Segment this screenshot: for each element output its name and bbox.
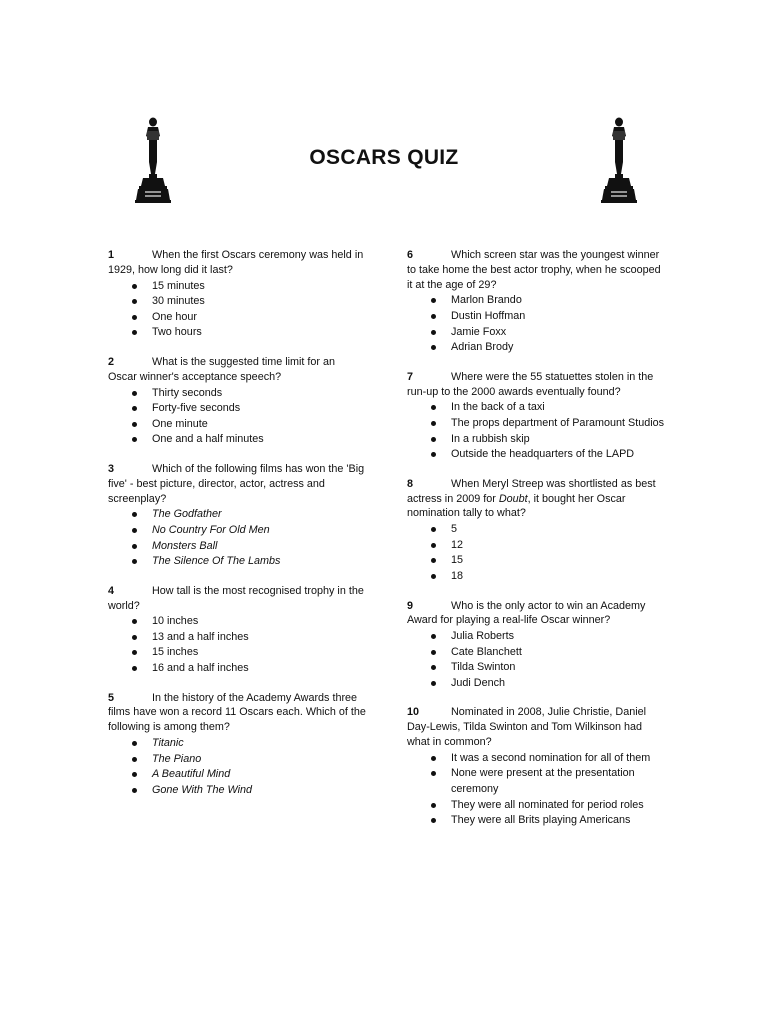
answer-option-label: Cate Blanchett bbox=[451, 645, 522, 658]
quiz-column-left bbox=[108, 248, 366, 812]
answer-option-label: Adrian Brody bbox=[451, 341, 514, 354]
answer-option bbox=[407, 400, 665, 416]
answer-option-label: Outside the headquarters of the LAPD bbox=[451, 448, 635, 461]
bullet-icon bbox=[431, 803, 436, 808]
bullet-icon bbox=[431, 527, 436, 532]
bullet-icon bbox=[431, 665, 436, 670]
question-text bbox=[108, 248, 366, 278]
answer-option bbox=[407, 447, 665, 463]
answer-option bbox=[407, 416, 665, 432]
question-number: 2 bbox=[108, 355, 115, 368]
answer-option bbox=[108, 645, 366, 661]
question-body: When the first Oscars ceremony was held in 1929, how long did it last? bbox=[108, 249, 364, 276]
bullet-icon bbox=[132, 284, 137, 289]
question-number: 4 bbox=[108, 584, 115, 597]
answer-option-label: Tilda Swinton bbox=[451, 661, 516, 674]
answer-option bbox=[407, 676, 665, 692]
quiz-column-right bbox=[407, 248, 665, 843]
answer-option-label: 13 and a half inches bbox=[152, 630, 249, 643]
question-body: Which of the following films has won the 'Big five' - best picture, director, actor, actress and screenplay? bbox=[108, 462, 365, 505]
answer-option-label: 10 inches bbox=[152, 615, 199, 628]
bullet-icon bbox=[431, 421, 436, 426]
bullet-icon bbox=[132, 315, 137, 320]
quiz-question bbox=[108, 355, 366, 448]
quiz-question bbox=[108, 248, 366, 341]
answer-option-label: Judi Dench bbox=[451, 676, 506, 689]
bullet-icon bbox=[132, 650, 137, 655]
answer-option bbox=[407, 538, 665, 554]
answer-option bbox=[407, 569, 665, 585]
answer-option bbox=[407, 522, 665, 538]
answer-option-label: 5 bbox=[451, 523, 458, 536]
answer-option-label: A Beautiful Mind bbox=[152, 768, 231, 781]
answer-option bbox=[407, 660, 665, 676]
quiz-question bbox=[407, 370, 665, 463]
answer-option-label: None were present at the presentation ceremony bbox=[451, 767, 635, 796]
answer-option-label: 15 bbox=[451, 554, 464, 567]
bullet-icon bbox=[132, 741, 137, 746]
answer-option bbox=[407, 751, 665, 767]
bullet-icon bbox=[431, 650, 436, 655]
answer-option bbox=[108, 325, 366, 341]
bullet-icon bbox=[431, 771, 436, 776]
answer-option-label: In the back of a taxi bbox=[451, 401, 545, 414]
quiz-question bbox=[108, 462, 366, 570]
bullet-icon bbox=[132, 788, 137, 793]
bullet-icon bbox=[431, 681, 436, 686]
bullet-icon bbox=[132, 559, 137, 564]
question-text bbox=[108, 462, 366, 506]
answer-option-label: It was a second nomination for all of them bbox=[451, 751, 651, 764]
answer-option-label: 15 inches bbox=[152, 646, 199, 659]
bullet-icon bbox=[431, 452, 436, 457]
question-text bbox=[108, 355, 366, 385]
answer-option bbox=[407, 766, 665, 797]
question-text bbox=[407, 477, 665, 521]
answer-option bbox=[108, 294, 366, 310]
answer-option bbox=[108, 432, 366, 448]
answer-option-label: 30 minutes bbox=[152, 295, 205, 308]
bullet-icon bbox=[431, 818, 436, 823]
answer-option-label: Two hours bbox=[152, 326, 202, 339]
bullet-icon bbox=[431, 437, 436, 442]
question-text bbox=[407, 599, 665, 629]
question-body: Doubt bbox=[498, 492, 528, 505]
bullet-icon bbox=[132, 757, 137, 762]
answer-option bbox=[407, 293, 665, 309]
bullet-icon bbox=[431, 574, 436, 579]
quiz-question bbox=[407, 248, 665, 356]
answer-option bbox=[108, 539, 366, 555]
answer-option-label: One and a half minutes bbox=[152, 433, 264, 446]
answer-option bbox=[108, 523, 366, 539]
answer-options bbox=[407, 629, 665, 691]
bullet-icon bbox=[431, 330, 436, 335]
answer-option bbox=[407, 309, 665, 325]
bullet-icon bbox=[132, 299, 137, 304]
bullet-icon bbox=[132, 528, 137, 533]
bullet-icon bbox=[132, 619, 137, 624]
question-number: 5 bbox=[108, 691, 115, 704]
answer-option bbox=[407, 340, 665, 356]
question-text bbox=[407, 370, 665, 400]
answer-options bbox=[108, 614, 366, 676]
question-body: Where were the 55 statuettes stolen in the run-up to the 2000 awards eventually found? bbox=[407, 370, 654, 398]
bullet-icon bbox=[132, 772, 137, 777]
answer-option-label: Jamie Foxx bbox=[451, 325, 507, 338]
answer-option bbox=[407, 813, 665, 829]
answer-option bbox=[108, 554, 366, 570]
question-number: 9 bbox=[407, 599, 414, 612]
answer-option-label: The Silence Of The Lambs bbox=[152, 555, 281, 568]
question-body: In the history of the Academy Awards three films have won a record 11 Oscars each. Which of the following is among them? bbox=[108, 691, 366, 734]
bullet-icon bbox=[132, 666, 137, 671]
answer-option-label: They were all Brits playing Americans bbox=[451, 814, 631, 827]
answer-option-label: 16 and a half inches bbox=[152, 662, 249, 675]
bullet-icon bbox=[431, 405, 436, 410]
answer-option-label: In a rubbish skip bbox=[451, 432, 530, 445]
bullet-icon bbox=[132, 330, 137, 335]
question-number: 6 bbox=[407, 249, 414, 261]
answer-option bbox=[407, 432, 665, 448]
bullet-icon bbox=[132, 391, 137, 396]
question-text bbox=[108, 584, 366, 614]
quiz-question bbox=[407, 477, 665, 585]
question-number: 3 bbox=[108, 462, 115, 475]
answer-option bbox=[108, 752, 366, 768]
answer-option bbox=[407, 629, 665, 645]
answer-option bbox=[108, 661, 366, 677]
page-title: OSCARS QUIZ bbox=[309, 146, 459, 169]
answer-option-label: Gone With The Wind bbox=[152, 783, 253, 796]
answer-option-label: Dustin Hoffman bbox=[451, 309, 526, 322]
answer-option bbox=[108, 614, 366, 630]
question-text bbox=[108, 691, 366, 735]
answer-option-label: 15 minutes bbox=[152, 279, 205, 292]
answer-option bbox=[407, 645, 665, 661]
question-number: 7 bbox=[407, 370, 414, 383]
answer-option-label: No Country For Old Men bbox=[152, 523, 270, 536]
answer-options bbox=[407, 522, 665, 584]
answer-options bbox=[108, 386, 366, 448]
question-body: What is the suggested time limit for an Oscar winner's acceptance speech? bbox=[108, 355, 336, 383]
answer-option bbox=[108, 401, 366, 417]
quiz-question bbox=[108, 584, 366, 677]
answer-options bbox=[407, 400, 665, 462]
answer-option bbox=[108, 507, 366, 523]
question-body: , it bought her Oscar nomination tally to what? bbox=[407, 492, 626, 520]
answer-option bbox=[108, 310, 366, 326]
answer-option-label: Thirty seconds bbox=[152, 386, 223, 399]
bullet-icon bbox=[132, 422, 137, 427]
bullet-icon bbox=[431, 634, 436, 639]
question-body: Nominated in 2008, Julie Christie, Daniel Day-Lewis, Tilda Swinton and Tom Wilkinson had what in common? bbox=[407, 706, 647, 749]
bullet-icon bbox=[431, 314, 436, 319]
answer-option-label: They were all nominated for period roles bbox=[451, 798, 644, 811]
answer-option-label: One minute bbox=[152, 417, 208, 430]
answer-options bbox=[407, 293, 665, 355]
answer-option bbox=[108, 279, 366, 295]
bullet-icon bbox=[132, 512, 137, 517]
answer-option-label: 12 bbox=[451, 538, 464, 551]
quiz-question bbox=[407, 705, 665, 828]
answer-option bbox=[108, 767, 366, 783]
answer-option bbox=[108, 630, 366, 646]
answer-options bbox=[407, 751, 665, 829]
question-body: Which screen star was the youngest winner to take home the best actor trophy, when he scooped it at the age of 29? bbox=[407, 249, 661, 291]
bullet-icon bbox=[132, 544, 137, 549]
quiz-question bbox=[407, 599, 665, 692]
bullet-icon bbox=[132, 635, 137, 640]
bullet-icon bbox=[431, 558, 436, 563]
answer-options bbox=[108, 279, 366, 341]
bullet-icon bbox=[431, 543, 436, 548]
question-body: Who is the only actor to win an Academy Award for playing a real-life Oscar winner? bbox=[407, 599, 646, 627]
question-number: 10 bbox=[407, 706, 420, 719]
answer-option-label: The Piano bbox=[152, 752, 202, 765]
question-body: How tall is the most recognised trophy in the world? bbox=[108, 584, 364, 612]
answer-option-label: Julia Roberts bbox=[451, 630, 515, 643]
bullet-icon bbox=[132, 406, 137, 411]
question-text bbox=[407, 705, 665, 749]
bullet-icon bbox=[431, 756, 436, 761]
answer-option bbox=[108, 386, 366, 402]
question-body: When Meryl Streep was shortlisted as best actress in 2009 for bbox=[407, 477, 656, 505]
bullet-icon bbox=[431, 298, 436, 303]
quiz-question bbox=[108, 691, 366, 799]
bullet-icon bbox=[431, 345, 436, 350]
answer-option bbox=[108, 417, 366, 433]
answer-option bbox=[108, 736, 366, 752]
bullet-icon bbox=[132, 437, 137, 442]
answer-option-label: The props department of Paramount Studios bbox=[451, 416, 665, 429]
answer-option-label: Monsters Ball bbox=[152, 539, 218, 552]
answer-option-label: Marlon Brando bbox=[451, 294, 522, 307]
answer-option bbox=[407, 553, 665, 569]
answer-option bbox=[407, 325, 665, 341]
answer-option bbox=[108, 783, 366, 799]
answer-option-label: 18 bbox=[451, 569, 464, 582]
answer-option-label: Titanic bbox=[152, 737, 184, 750]
answer-option-label: One hour bbox=[152, 310, 198, 323]
answer-options bbox=[108, 507, 366, 569]
answer-option-label: Forty-five seconds bbox=[152, 402, 241, 415]
question-number: 1 bbox=[108, 249, 115, 261]
question-number: 8 bbox=[407, 477, 414, 490]
answer-options bbox=[108, 736, 366, 798]
answer-option-label: The Godfather bbox=[152, 508, 222, 521]
question-text bbox=[407, 248, 665, 292]
answer-option bbox=[407, 798, 665, 814]
